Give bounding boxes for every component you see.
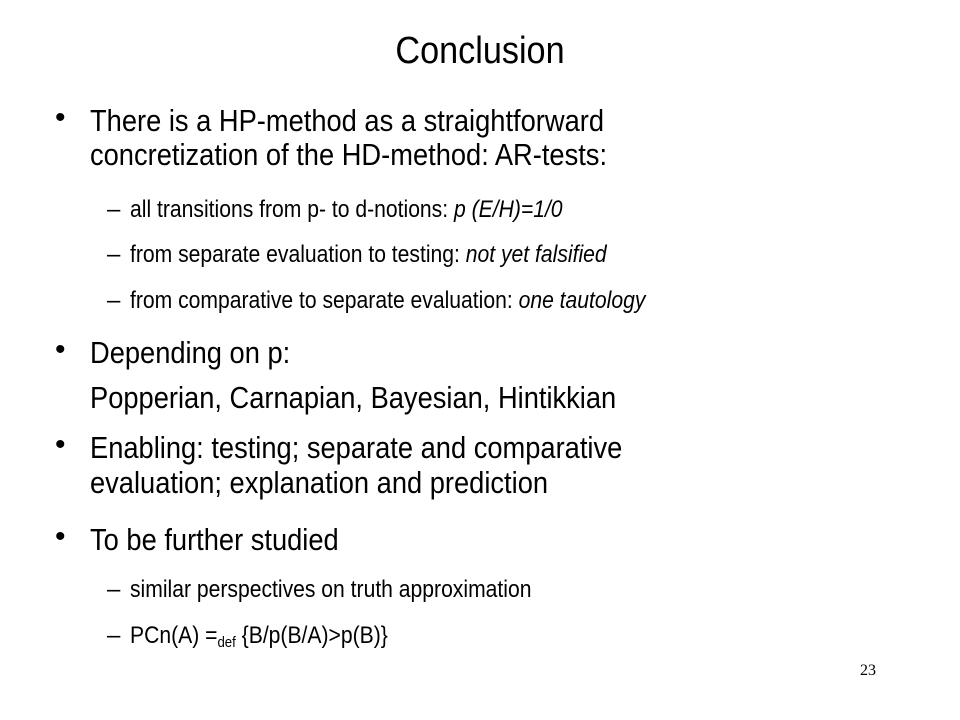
subitem-4-1: similar perspectives on truth approximation — [130, 576, 532, 603]
bullet-4-line-1: To be further studied — [90, 522, 339, 557]
dash-marker: – — [107, 241, 121, 268]
bullet-marker: • — [55, 428, 66, 461]
page-number: 23 — [860, 662, 876, 679]
bullet-3-line-2: evaluation; explanation and prediction — [90, 465, 549, 500]
dash-marker: – — [107, 576, 121, 603]
bullet-marker: • — [55, 101, 66, 134]
subitem-1-1: all transitions from p- to d-notions: p (E/H)=1/0 — [130, 196, 563, 223]
subitem-4-2: $PCn(A) =_{def}$ {B/p(B/A)>p(B)} — [130, 622, 388, 651]
dash-marker: – — [107, 622, 121, 649]
bullet-marker: • — [55, 333, 66, 366]
subitem-1-2: from separate evaluation to testing: not yet falsified — [130, 241, 607, 268]
bullet-1-line-1: There is a HP-method as a straightforward — [90, 103, 605, 138]
bullet-3-line-1: Enabling: testing; separate and comparative — [90, 430, 623, 465]
dash-marker: – — [107, 287, 121, 314]
subitem-1-3: from comparative to separate evaluation: one tautology — [130, 287, 646, 314]
bullet-2-line-1: Depending on p: — [90, 335, 291, 370]
bullet-marker: • — [55, 520, 66, 553]
dash-marker: – — [107, 196, 121, 223]
bullet-1-line-2: concretization of the HD-method: AR-tests: — [90, 137, 608, 172]
bullet-2-line-2: Popperian, Carnapian, Bayesian, Hintikkian — [90, 380, 617, 415]
slide-title: Conclusion — [395, 30, 565, 72]
